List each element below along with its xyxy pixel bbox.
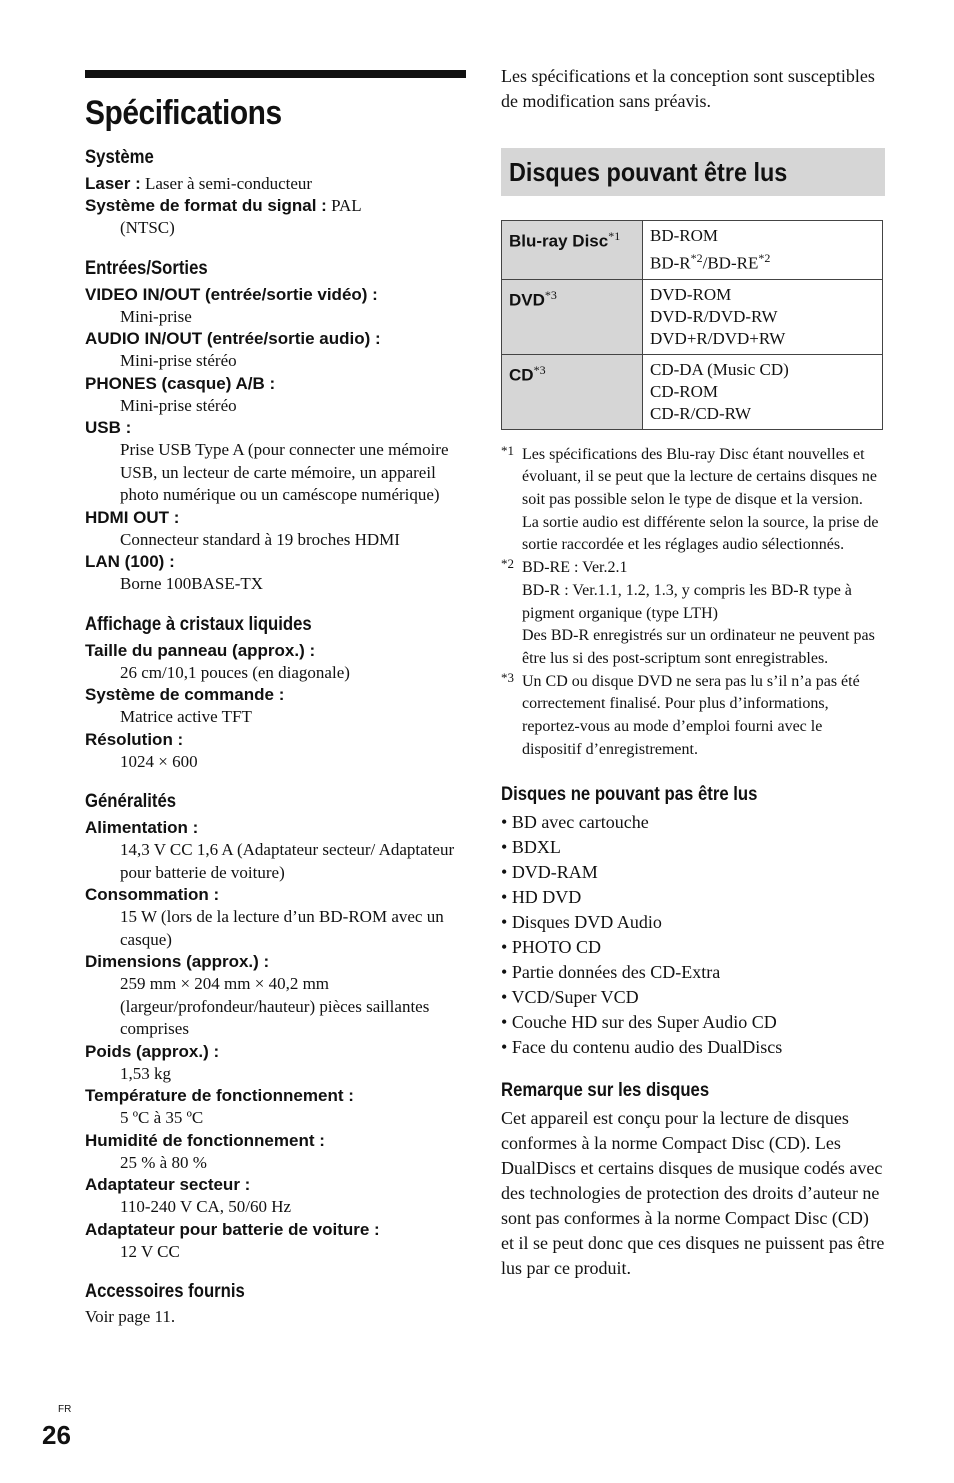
list-item: • PHOTO CD: [501, 935, 885, 960]
footnote-ref: *2: [690, 251, 703, 265]
list-item: • HD DVD: [501, 885, 885, 910]
remark-heading: Remarque sur les disques: [501, 1079, 710, 1101]
footnote-text: Un CD ou disque DVD ne sera pas lu s’il n’a pas été correctement finalisé. Pour plus d’informations, reportez-vous au mode d’emploi fourni avec le dispositif d’enregistrement.: [522, 672, 860, 758]
intro-text: Les spécifications et la conception sont susceptibles de modification sans préavis.: [501, 66, 875, 111]
discs-heading: Disques pouvant être lus: [509, 156, 788, 187]
spec-value: 15 W (lors de la lecture d’un BD-ROM avec un casque): [120, 907, 444, 949]
footnote: [501, 557, 885, 671]
footnote: [501, 671, 885, 762]
disc-kind: CD$^{*3}$: [502, 354, 643, 429]
spec-label: USB :: [85, 418, 132, 437]
spec-value: 25 % à 80 %: [120, 1152, 207, 1172]
spec-value: 1,53 kg: [120, 1063, 171, 1083]
spec-label: Consommation :: [85, 885, 220, 904]
disc-format: DVD-R/DVD-RW: [650, 306, 778, 326]
footnote-text: Les spécifications des Blu-ray Disc étant nouvelles et évoluant, il se peut que la lecture de certains disques ne soit pas possible selon le type de disque et la version.: [522, 445, 877, 509]
disc-row: [502, 221, 883, 280]
spec-label: Température de fonctionnement :: [85, 1086, 354, 1105]
not-playable-heading: Disques ne pouvant pas être lus: [501, 783, 758, 805]
spec-label: PHONES (casque) A/B :: [85, 373, 276, 393]
disc-format: DVD-ROM: [650, 284, 732, 304]
section-heading: Système: [85, 147, 154, 168]
spec-value: 5 ºC à 35 ºC: [120, 1108, 204, 1127]
spec-value: 1024 × 600: [120, 751, 198, 771]
spec-label: Humidité de fonctionnement :: [85, 1130, 325, 1150]
list-item: • Partie données des CD-Extra: [501, 960, 885, 985]
list-item: • Couche HD sur des Super Audio CD: [501, 1010, 885, 1035]
spec-section: [85, 147, 467, 240]
footnote-text: BD-RE : Ver.2.1: [522, 559, 628, 577]
spec-value: Voir page 11.: [85, 1307, 176, 1326]
disc-format: DVD+R/DVD+RW: [650, 328, 786, 348]
spec-value: Mini-prise stéréo: [120, 395, 237, 415]
disc-format: CD-R/CD-RW: [650, 403, 752, 423]
spec-value: 14,3 V CC 1,6 A (Adaptateur secteur/ Adaptateur pour batterie de voiture): [120, 840, 455, 882]
discs-table: [501, 220, 883, 430]
spec-value: Mini-prise stéréo: [120, 351, 237, 370]
page-number: 26: [42, 1420, 71, 1450]
left-column: [85, 70, 467, 1327]
disc-row: [502, 354, 883, 429]
spec-label: VIDEO IN/OUT (entrée/sortie vidéo) :: [85, 284, 378, 304]
spec-value: Mini-prise: [120, 306, 192, 326]
remark-text: Cet appareil est conçu pour la lecture de disques conformes à la norme Compact Disc (CD). Les DualDiscs et certains disques de musique codés avec des technologies de protection des droits d’auteur ne sont pas conformes à la norme Compact Disc (CD) et il se peut donc que ces disques ne puissent pas être lus par ce produit.: [501, 1107, 885, 1278]
spec-label: HDMI OUT :: [85, 507, 180, 527]
spec-label: Adaptateur secteur :: [85, 1175, 251, 1194]
page-title: Spécifications: [85, 94, 282, 132]
list-item: • BDXL: [501, 835, 885, 860]
footnote-text: Des BD-R enregistrés sur un ordinateur ne peuvent pas être lus si des post-scriptum sont enregistrables.: [522, 627, 875, 667]
spec-section: [85, 791, 467, 1263]
disc-format: CD-DA (Music CD): [650, 359, 789, 379]
spec-label: Résolution :: [85, 729, 184, 749]
footnote-mark: *3: [501, 669, 514, 685]
footnote-text: BD-R : Ver.1.1, 1.2, 1.3, y compris les BD-R type à pigment organique (type LTH): [522, 581, 852, 622]
spec-value: Connecteur standard à 19 broches HDMI: [120, 529, 400, 549]
list-item: • VCD/Super VCD: [501, 985, 885, 1010]
footnote-text: La sortie audio est différente selon la source, la prise de sortie raccordée et les réglages audio sélectionnés.: [522, 513, 879, 554]
disc-kind: Blu-ray Disc$^{*1}$: [502, 221, 643, 280]
spec-inline-value: PAL: [326, 196, 362, 215]
spec-label: LAN (100) :: [85, 552, 175, 571]
list-item: • DVD-RAM: [501, 860, 885, 885]
disc-formats: [643, 279, 883, 354]
section-heading: Accessoires fournis: [85, 1281, 245, 1302]
footnote-ref: *1: [608, 229, 621, 243]
spec-inline-value: Laser à semi-conducteur: [140, 174, 313, 193]
spec-sections: [85, 147, 467, 1327]
not-playable-list: [501, 810, 885, 1060]
spec-value: 12 V CC: [120, 1241, 180, 1261]
spec-value: Matrice active TFT: [120, 707, 252, 726]
spec-label: Système de commande :: [85, 685, 285, 704]
list-item: • Face du contenu audio des DualDiscs: [501, 1035, 885, 1060]
title-rule: [85, 70, 466, 78]
footnote-ref: *3: [533, 362, 546, 377]
right-column: [501, 64, 885, 1281]
disc-format: CD-ROM: [650, 381, 719, 401]
language-code: FR: [58, 1404, 72, 1415]
spec-label: Taille du panneau (approx.) :: [85, 640, 316, 660]
list-item: • BD avec cartouche: [501, 810, 885, 835]
spec-value: 110-240 V CA, 50/60 Hz: [120, 1197, 292, 1216]
disc-formats: [643, 221, 883, 280]
disc-format: $BD-R^{*2}/BD-RE^{*2}$: [650, 251, 771, 273]
footnote-ref: *3: [544, 287, 557, 302]
footnote-mark: *2: [501, 556, 514, 572]
section-heading: Généralités: [85, 791, 177, 812]
spec-label: Adaptateur pour batterie de voiture :: [85, 1219, 380, 1239]
section-heading: Entrées/Sorties: [85, 257, 208, 279]
list-item: • Disques DVD Audio: [501, 910, 885, 935]
spec-label: Poids (approx.) :: [85, 1041, 220, 1061]
spec-value: (NTSC): [120, 218, 175, 237]
spec-section: [85, 614, 467, 774]
spec-label: Laser : Laser à semi-conducteur: [85, 174, 313, 193]
disc-kind: DVD$^{*3}$: [502, 279, 643, 354]
section-heading: Affichage à cristaux liquides: [85, 613, 312, 635]
discs-heading-band: [501, 148, 885, 196]
disc-formats: [643, 354, 883, 429]
spec-label: Dimensions (approx.) :: [85, 952, 270, 971]
disc-row: [502, 279, 883, 354]
spec-value: 259 mm × 204 mm × 40,2 mm (largeur/profondeur/hauteur) pièces saillantes comprises: [120, 974, 430, 1038]
spec-section: [85, 258, 467, 596]
disc-format: BD-ROM: [650, 226, 719, 245]
footnote-ref: *2: [758, 251, 771, 265]
footnote-mark: *1: [501, 442, 514, 458]
spec-value: Prise USB Type A (pour connecter une mémoire USB, un lecteur de carte mémoire, un appareil photo numérique ou un caméscope numérique): [120, 440, 449, 504]
spec-label: Système de format du signal : PAL: [85, 196, 362, 215]
spec-label: Alimentation :: [85, 818, 199, 837]
spec-section: [85, 1281, 467, 1327]
footnotes: [501, 444, 885, 762]
footnote: [501, 444, 885, 558]
spec-value: 26 cm/10,1 pouces (en diagonale): [120, 662, 350, 682]
spec-value: Borne 100BASE-TX: [120, 574, 264, 593]
spec-label: AUDIO IN/OUT (entrée/sortie audio) :: [85, 329, 381, 348]
